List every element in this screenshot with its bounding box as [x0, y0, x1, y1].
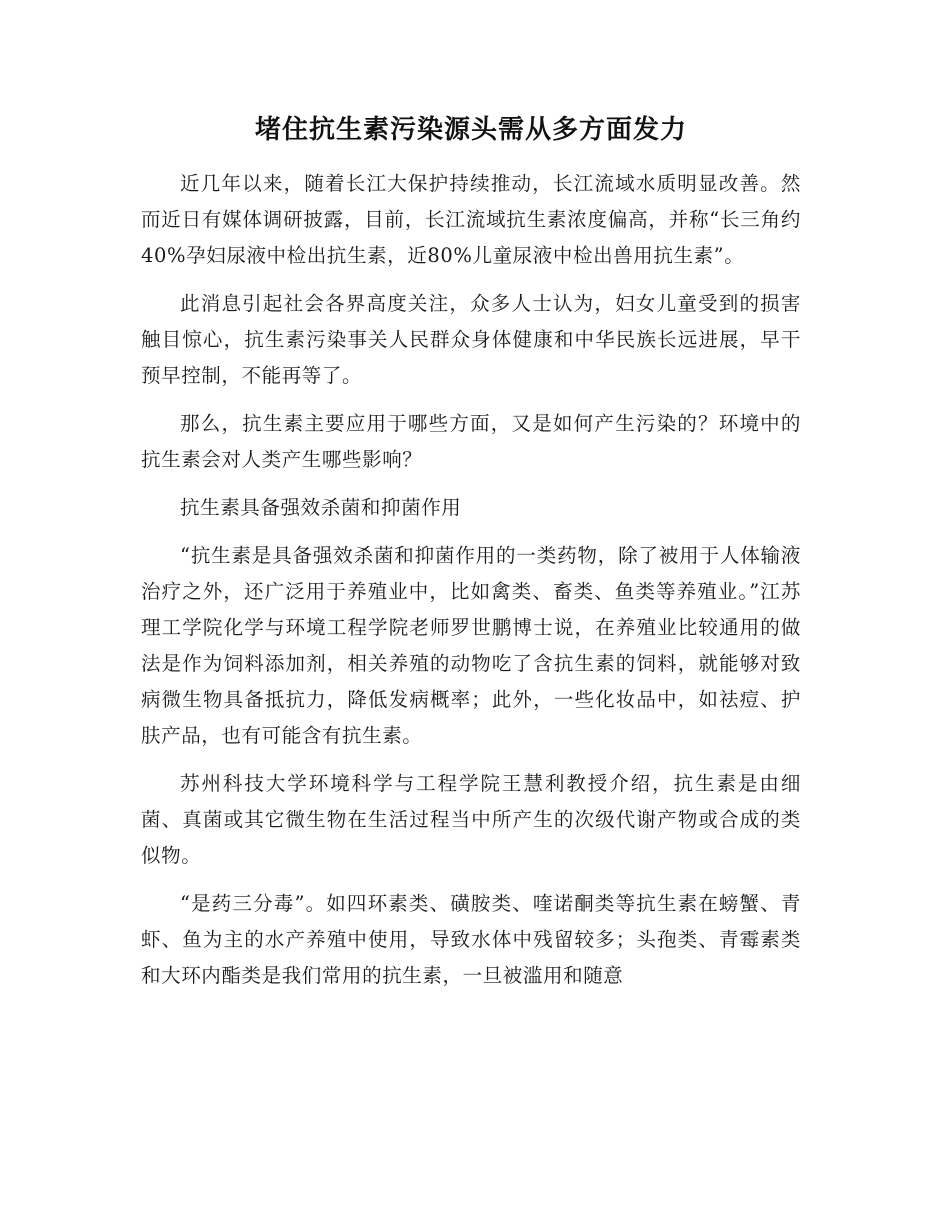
document-title: 堵住抗生素污染源头需从多方面发力: [254, 115, 687, 145]
document-page: [141, 108, 801, 994]
paragraph-5: “抗生素是具备强效杀菌和抑菌作用的一类药物，除了被用于人体输液治疗之外，还广泛用于养殖业中，比如禽类、畜类、鱼类等养殖业。”江苏理工学院化学与环境工程学院老师罗世鹏博士说，在养殖业比较通用的做法是作为饲料添加剂，相关养殖的动物吃了含抗生素的饲料，就能够对致病微生物具备抵抗力，降低发病概率；此外，一些化妆品中，如祛痘、护肤产品，也有可能含有抗生素。: [141, 544, 801, 747]
paragraph-2: 此消息引起社会各界高度关注，众多人士认为，妇女儿童受到的损害触目惊心，抗生素污染事关人民群众身体健康和中华民族长远进展，早干预早控制，不能再等了。: [141, 292, 801, 387]
paragraph-7: “是药三分毒”。如四环素类、磺胺类、喹诺酮类等抗生素在螃蟹、青虾、鱼为主的水产养殖中使用，导致水体中残留较多；头孢类、青霉素类和大环内酯类是我们常用的抗生素，一旦被滥用和随意: [141, 892, 801, 987]
paragraph-6: 苏州科技大学环境科学与工程学院王慧利教授介绍，抗生素是由细菌、真菌或其它微生物在生活过程当中所产生的次级代谢产物或合成的类似物。: [141, 772, 801, 867]
section-heading: 抗生素具备强效杀菌和抑菌作用: [180, 496, 462, 519]
paragraph-1: 近几年以来，随着长江大保护持续推动，长江流域水质明显改善。然而近日有媒体调研披露，目前，长江流域抗生素浓度偏高，并称“长三角约40%孕妇尿液中检出抗生素，近80%儿童尿液中检出兽用抗生素”。: [141, 172, 801, 267]
paragraph-3: 那么，抗生素主要应用于哪些方面，又是如何产生污染的？环境中的抗生素会对人类产生哪些影响？: [141, 412, 801, 471]
